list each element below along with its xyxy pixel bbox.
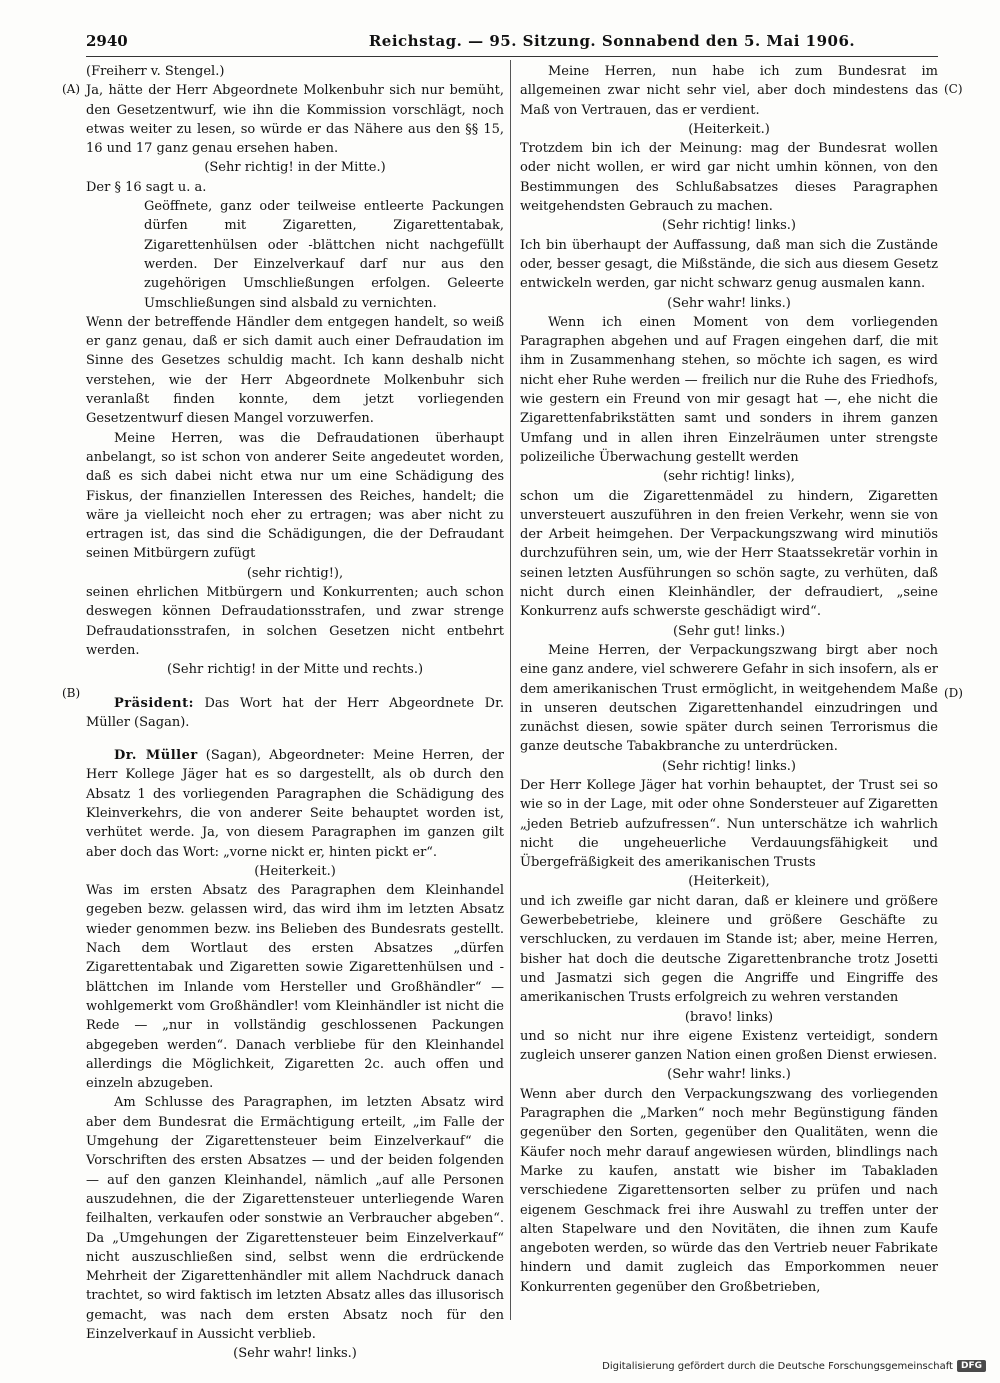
left-column [86,62,504,1364]
paragraph: Trotzdem bin ich der Meinung: mag der Bundesrat wollen oder nicht wollen, er wird gar nicht umhin können, von den Bestimmungen des Schlußabsatzes dieses Paragraphen weitgehendsten Gebrauch zu machen. [520,141,938,215]
paragraph: Meine Herren, der Verpackungszwang birgt aber noch eine ganz andere, viel schwerere Gefahr in sich insofern, als er dem amerikanischen Trust ermöglicht, in weitgehendem Maße in unseren deutschen Zigarettenhandel einzudringen und zunächst diesen, sowie später durch seinen Terrorismus die ganze deutsche Tabakbranche zu unterdrücken. [520,642,939,755]
margin-mark-d: (D) [944,686,963,700]
speech-paragraph [86,746,504,862]
running-title: Reichstag. — 95. Sitzung. Sonnabend den 5. Mai 1906. [368,32,856,50]
dfg-logo: DFG [957,1360,986,1372]
remark: (Heiterkeit), [688,874,770,890]
speech-text: (Sagan), Abgeordneter: Meine Herren, der Herr Kollege Jäger hat es so dargestellt, als ob durch den Absatz 1 des vorliegenden Paragraphen die Schädigung des Kleinverkehrs, die von anderer Seite behauptet worden ist, verhütet werde. Ja, von diesem Paragraphen im ganzen gilt aber doch das Wort: „vorne nickt er, hinten pickt er“. [86,748,504,860]
president-label: Präsident: [114,695,194,711]
remark: (Sehr richtig! links.) [662,218,796,234]
margin-mark-a: (A) [62,82,81,96]
paragraph: Ich bin überhaupt der Auffassung, daß man sich die Zustände oder, besser gesagt, die Mißstände, die sich aus diesem Gesetz entwickeln werden, gar nicht schwarz genug ausmalen kann. [520,237,938,292]
paragraph: schon um die Zigarettenmädel zu hindern, Zigaretten unversteuert auszuführen in den freien Verkehr, wenn sie von der Arbeit heimgehen. Der Verpackungszwang wird minutiös durchzuführen sein, um, wie der Herr Staatssekretär vorhin in seinen letzten Ausführungen so schön sagte, zu verhüten, daß nicht durch einen Kleinhändler, der defraudiert, „seine Konkurrenz aufs schwerste geschädigt wird“. [520,488,938,620]
digitization-footer [602,1360,986,1372]
spacer [86,680,504,694]
speaker-line: (Freiherr v. Stengel.) [86,64,225,79]
remark: (Sehr wahr! links.) [233,1346,357,1362]
remark: (bravo! links) [684,1009,774,1025]
column-divider [510,60,511,1320]
paragraph: Am Schlusse des Paragraphen, im letzten Absatz wird aber dem Bundesrat die Ermächtigung erteilt, „im Falle der Umgehung der Zigarettensteuer beim Einzelverkauf“ die Vorschriften des ersten Absatzes — und der beiden folgenden — auf den ganzen Kleinhandel, nämlich „auf alle Personen auszudehnen, die der Zigarettensteuer unterliegende Waren feilhalten, verkaufen oder sonstwie an Verbraucher abgeben“. Da „Umgehungen der Zigarettensteuer beim Einzelverkauf“ nicht auszuschließen sind, selbst wenn die erdrückende Mehrheit der Zigarettenhändler mit allem Nachdruck danach trachtet, so wird faktisch im letzten Absatz alles das illusorisch gemacht, was nach dem ersten Absatz noch für den Einzelverkauf in Aussicht verblieb. [86,1095,504,1342]
remark: (Sehr gut! links.) [672,623,786,639]
remark: (Sehr richtig! links.) [662,758,796,774]
paragraph: Ja, hätte der Herr Abgeordnete Molkenbuhr sich nur bemüht, den Gesetzentwurf, wie ihn die Kommission vorschlägt, noch etwas weiter zu lesen, so würde er das Nähere aus den §§ 15, 16 und 17 ganz genau ersehen haben. [86,83,504,157]
right-column [520,62,938,1297]
paragraph: seinen ehrlichen Mitbürgern und Konkurrenten; auch schon deswegen können Defraudationsstrafen, und zwar strenge Defraudationsstrafen, in solchen Gesetzen nicht entbehrt werden. [86,585,504,658]
president-paragraph [86,694,504,733]
paragraph: Meine Herren, nun habe ich zum Bundesrat im allgemeinen zwar nicht sehr viel, aber doch mindestens das Maß von Vertrauen, das er verdient. [520,64,938,118]
paragraph: Wenn der betreffende Händler dem entgegen handelt, so weiß er ganz genau, daß er sich damit auch einer Defraudation im Sinne des Gesetzes schuldig macht. Ich kann deshalb nicht verstehen, wie der Herr Abgeordnete Molkenbuhr sich veranlaßt finden konnte, dem jetzt vorliegenden Gesetzentwurf diesen Mangel vorzuwerfen. [86,314,504,427]
remark: (Sehr wahr! links.) [667,295,791,311]
paragraph: Der Herr Kollege Jäger hat vorhin behauptet, der Trust sei so wie so in der Lage, mit oder ohne Sondersteuer auf Zigaretten „jeden Betrieb aufzufressen“. Nun unterschätze ich wahrlich nicht die ungeheuerliche Verdauungsfähigkeit und Übergefräßigkeit des amerikanischen Trusts [520,777,938,871]
spacer [86,732,504,746]
footer-text: Digitalisierung gefördert durch die Deutsche Forschungsgemeinschaft [602,1360,953,1372]
president-text: Das Wort hat der Herr Abgeordnete Dr. Müller (Sagan). [86,695,504,730]
remark: (Heiterkeit.) [254,863,336,879]
margin-mark-c: (C) [944,82,963,96]
paragraph: Wenn aber durch den Verpackungszwang des vorliegenden Paragraphen die „Marken“ noch mehr Begünstigung fänden gegenüber den Sorten, gegenüber den Qualitäten, wenn die Käufer noch mehr darauf angewiesen würden, blindlings nach Marke zu kaufen, anstatt wie bisher im Tabakladen verschiedene Zigarettensorten selber zu prüfen und nach eigenem Geschmack frei ihre Auswahl zu treffen unter der alten Stapelware und den Novitäten, die ihnen zum Kaufe angeboten werden, so würde das den Vertrieb neuer Fabrikate hindern und damit zugleich das Emporkommen neuer Konkurrenten gegenüber den Großbetrieben, [520,1086,938,1295]
paragraph: Wenn ich einen Moment von dem vorliegenden Paragraphen abgehen und auf Fragen eingehen darf, die mit ihm in Zusammenhang stehen, so möchte ich sagen, es wird nicht eher Ruhe werden — freilich nur die Ruhe des Friedhofs, wie gestern ein Freund von mir gesagt hat —, ehe nicht die Zigarettenfabrikstätten samt und sonders in ihrem ganzen Umfang und in allen ihren Einzelräumen unter strengste polizeiliche Überwachung gestellt werden [520,314,938,465]
paragraph: Der § 16 sagt u. a. [86,179,207,195]
paragraph: und so nicht nur ihre eigene Existenz verteidigt, sondern zugleich unserer ganzen Nation einen großen Dienst erwiesen. [520,1028,938,1064]
paragraph: Was im ersten Absatz des Paragraphen dem Kleinhandel gegeben bezw. gelassen wird, das wird ihm im letzten Absatz wieder genommen bezw. ins Belieben des Bundesrats gestellt. Nach dem Wortlaut des ersten Absatzes „dürfen Zigarettentabak und Zigaretten sowie Zigarettenhülsen und -blättchen im Inlande vom Hersteller und Großhändler“ — wohlgemerkt vom Großhändler! vom Kleinhändler ist nicht die Rede — „nur in vollständig geschlossenen Packungen abgegeben werden“. Danach verbliebe für den Kleinhandel allerdings die Möglichkeit, Zigaretten 2c. auch offen und einzeln abzugeben. [86,883,504,1092]
remark: (Sehr wahr! links.) [667,1067,791,1083]
quoted-passage: Geöffnete, ganz oder teilweise entleerte Packungen dürfen mit Zigaretten, Zigarettentabak, Zigarettenhülsen oder -blättchen nicht nachgefüllt werden. Der Einzelverkauf darf nur aus den zugehörigen Umschließungen erfolgen. Geleerte Umschließungen sind alsbald zu vernichten. [144,199,504,311]
paragraph: Meine Herren, was die Defraudationen überhaupt anbelangt, so ist schon von anderer Seite angedeutet worden, daß es sich dabei nicht etwa nur um eine Schädigung des Fiskus, der finanziellen Interessen des Reiches, handelt; die wäre ja vielleicht noch eher zu ertragen; was aber nicht zu ertragen ist, das sind die Schädigungen, die der Defraudant seinen Mitbürgern zufügt [86,430,504,562]
remark: (sehr richtig! links), [663,469,795,485]
margin-mark-b: (B) [62,686,81,700]
page-header [86,30,938,57]
paragraph: und ich zweifle gar nicht daran, daß er kleinere und größere Gewerbebetriebe, kleinere und größere Geschäfte zu verschlucken, zu verdauen im Stande ist; aber, meine Herren, bisher hat doch die deutsche Zigarettenbranche trotz Josetti und Jasmatzi sich gegen die Angriffe und Eingriffe des amerikanischen Trusts erfolgreich zu wehren verstanden [520,893,938,1006]
remark: (sehr richtig!), [246,565,344,581]
remark: (Sehr richtig! in der Mitte.) [204,160,386,176]
remark: (Sehr richtig! in der Mitte und rechts.) [166,662,424,678]
remark: (Heiterkeit.) [688,121,770,137]
speaker-name: Dr. Müller [114,748,198,764]
page-number: 2940 [86,32,128,50]
